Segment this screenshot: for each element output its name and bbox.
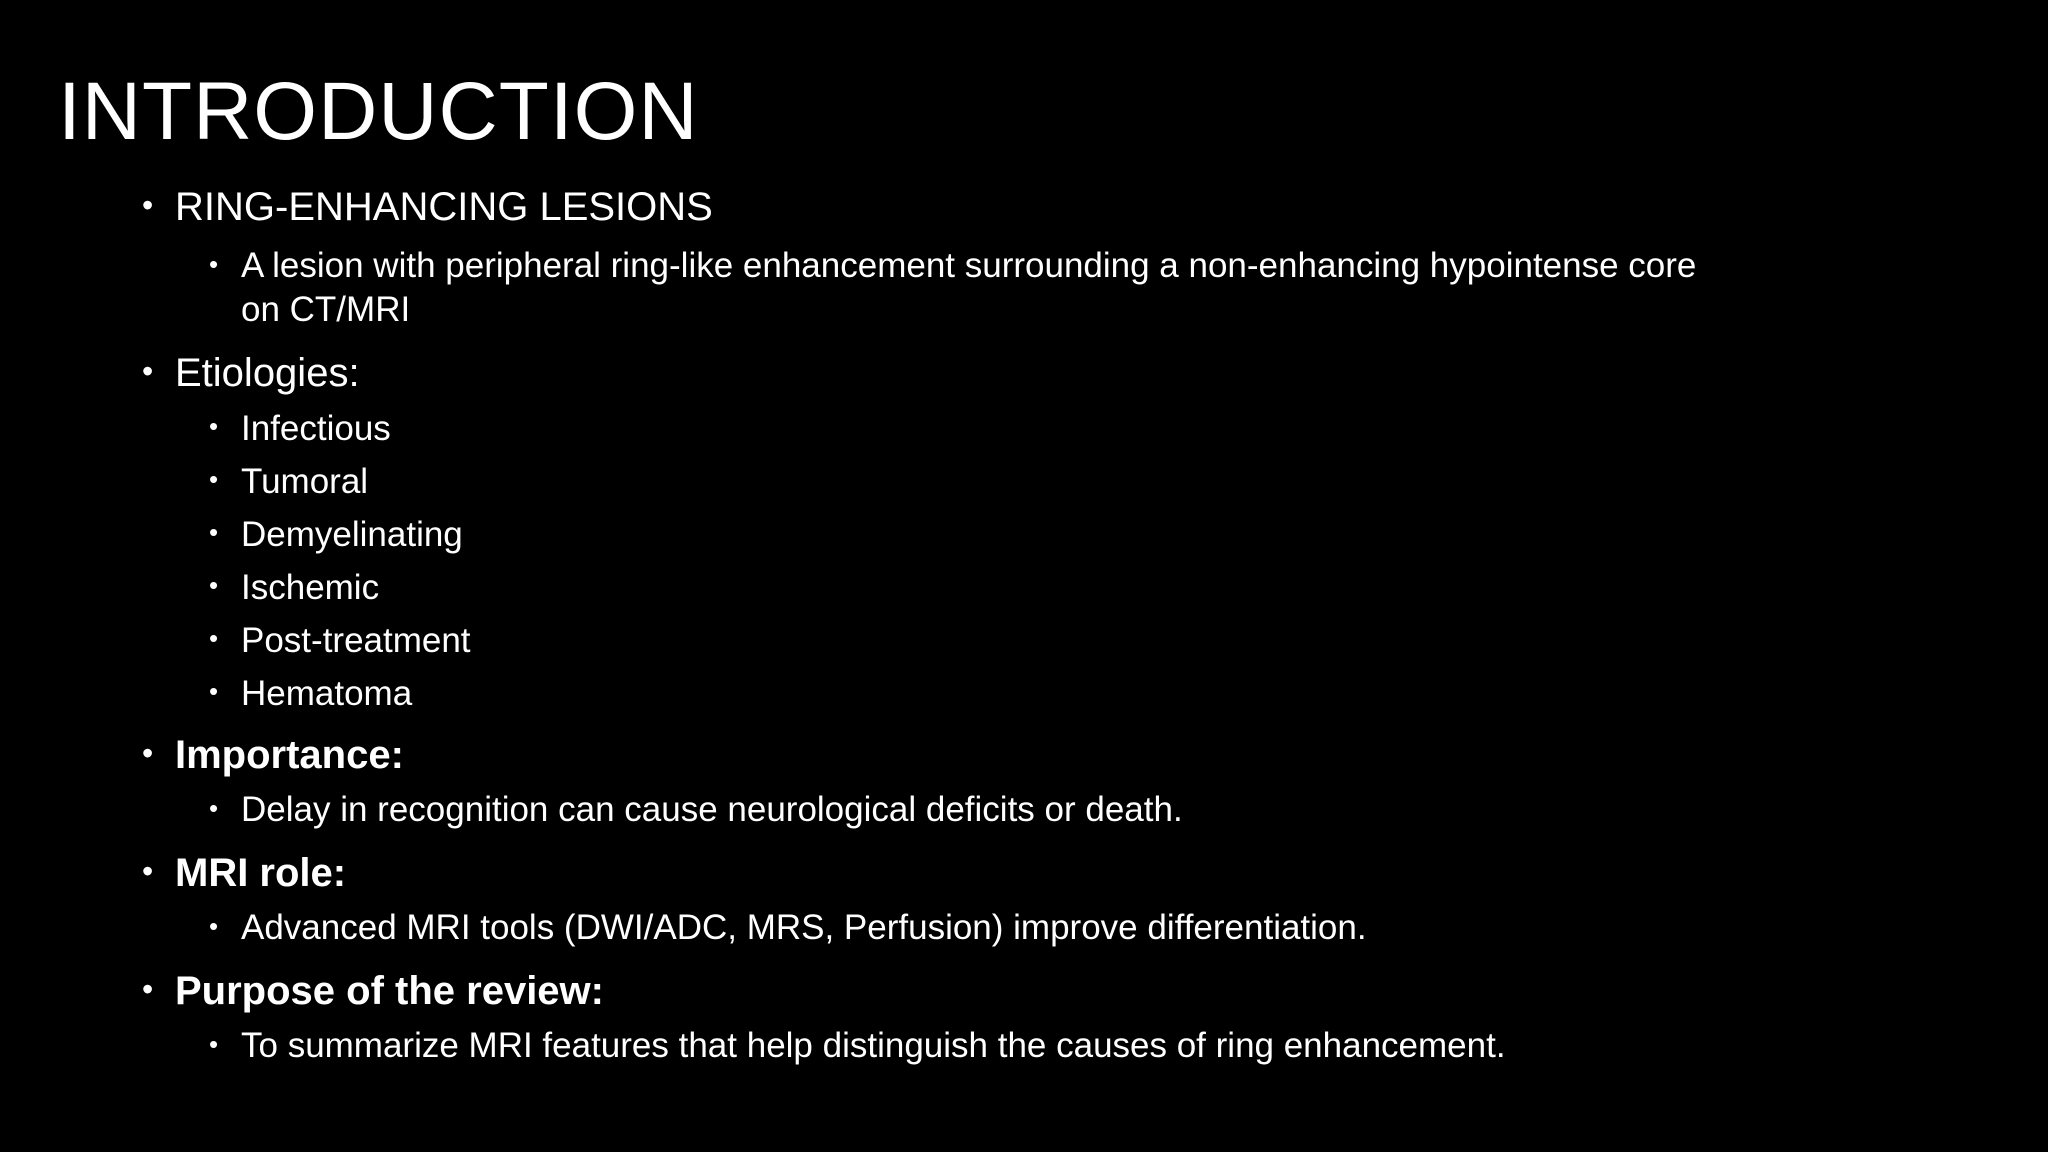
bullet-icon: • bbox=[142, 187, 154, 223]
list-item bbox=[0, 565, 2048, 610]
list-item bbox=[0, 459, 2048, 504]
bullet-icon: • bbox=[209, 911, 219, 941]
list-item-text: To summarize MRI features that help distinguish the causes of ring enhancement. bbox=[241, 1026, 1506, 1065]
bullet-icon: • bbox=[209, 411, 219, 441]
list-item-text: Post-treatment bbox=[241, 621, 471, 660]
bullet-icon: • bbox=[142, 971, 154, 1007]
bullet-icon: • bbox=[209, 517, 219, 547]
list-item bbox=[0, 244, 1721, 332]
list-item-text: Infectious bbox=[241, 409, 391, 448]
list-item-text: Demyelinating bbox=[241, 515, 463, 554]
list-item bbox=[0, 512, 2048, 557]
section-heading-text: Purpose of the review: bbox=[175, 969, 604, 1013]
list-item-text: Hematoma bbox=[241, 674, 413, 713]
list-item-text: Tumoral bbox=[241, 462, 369, 501]
section-heading-etiologies bbox=[0, 346, 2048, 400]
bullet-icon: • bbox=[142, 853, 154, 889]
section-heading-purpose-of-review bbox=[0, 964, 2048, 1018]
slide-title: INTRODUCTION bbox=[58, 66, 699, 157]
section-heading-ring-enhancing-lesions bbox=[0, 180, 2048, 234]
list-item-text: Advanced MRI tools (DWI/ADC, MRS, Perfusion) improve differentiation. bbox=[241, 908, 1367, 947]
bullet-icon: • bbox=[209, 623, 219, 653]
list-item-text: Ischemic bbox=[241, 568, 380, 607]
bullet-icon: • bbox=[209, 676, 219, 706]
section-heading-importance bbox=[0, 728, 2048, 782]
bullet-icon: • bbox=[209, 249, 219, 279]
slide-content bbox=[0, 180, 2048, 1068]
section-heading-text: RING-ENHANCING LESIONS bbox=[175, 185, 713, 229]
section-heading-text: MRI role: bbox=[175, 851, 347, 895]
bullet-icon: • bbox=[209, 793, 219, 823]
list-item-text: Delay in recognition can cause neurological deficits or death. bbox=[241, 790, 1183, 829]
bullet-icon: • bbox=[142, 353, 154, 389]
list-item bbox=[0, 406, 2048, 451]
list-item bbox=[0, 788, 2048, 832]
list-item bbox=[0, 1024, 2048, 1068]
list-item bbox=[0, 906, 2048, 950]
section-heading-mri-role bbox=[0, 846, 2048, 900]
list-item bbox=[0, 618, 2048, 663]
list-item bbox=[0, 671, 2048, 716]
bullet-icon: • bbox=[209, 1029, 219, 1059]
bullet-icon: • bbox=[209, 464, 219, 494]
section-heading-text: Importance: bbox=[175, 733, 404, 777]
list-item-text: A lesion with peripheral ring-like enhancement surrounding a non-enhancing hypointense core on CT/MRI bbox=[241, 246, 1697, 329]
section-heading-text: Etiologies: bbox=[175, 351, 360, 395]
bullet-icon: • bbox=[209, 570, 219, 600]
bullet-icon: • bbox=[142, 735, 154, 771]
